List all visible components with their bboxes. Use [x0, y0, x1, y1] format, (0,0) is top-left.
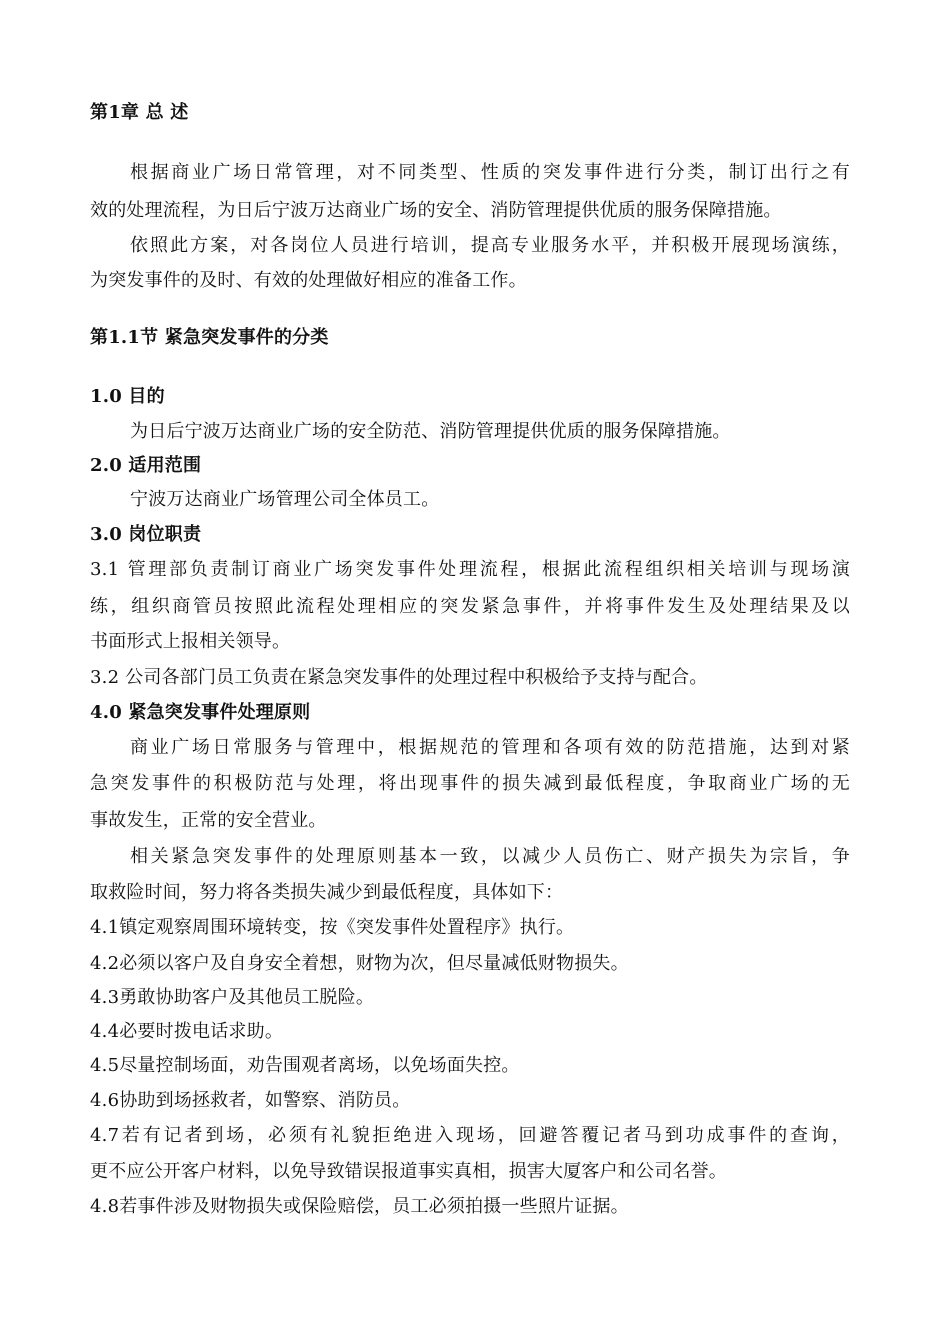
principles-paragraph-line: 事故发生，正常的安全营业。	[90, 810, 327, 831]
principle-item: 4.8若事件涉及财物损失或保险赔偿，员工必须拍摄一些照片证据。	[90, 1196, 629, 1217]
duties-item-line: 3.1 管理部负责制订商业广场突发事件处理流程，根据此流程组织相关培训与现场演	[90, 559, 850, 580]
purpose-heading: 1.0 目的	[90, 386, 165, 407]
principles-paragraph-line: 商业广场日常服务与管理中，根据规范的管理和各项有效的防范措施，达到对紧	[130, 737, 850, 758]
principles-paragraph-line: 相关紧急突发事件的处理原则基本一致，以减少人员伤亡、财产损失为宗旨，争	[130, 846, 850, 867]
chapter-paragraph-line: 依照此方案，对各岗位人员进行培训，提高专业服务水平，并积极开展现场演练，	[130, 235, 850, 256]
principle-item-line: 4.7若有记者到场，必须有礼貌拒绝进入现场，回避答覆记者马到功成事件的查询，	[90, 1125, 850, 1146]
principle-item: 4.6协助到场拯救者，如警察、消防员。	[90, 1090, 411, 1111]
duties-item-line: 书面形式上报相关领导。	[90, 631, 291, 652]
chapter-paragraph-line: 根据商业广场日常管理，对不同类型、性质的突发事件进行分类，制订出行之有	[130, 162, 850, 183]
principles-heading: 4.0 紧急突发事件处理原则	[90, 702, 311, 723]
principle-item: 4.4必要时拨电话求助。	[90, 1021, 284, 1042]
duties-item-line: 3.2 公司各部门员工负责在紧急突发事件的处理过程中积极给予支持与配合。	[90, 667, 708, 688]
purpose-text: 为日后宁波万达商业广场的安全防范、消防管理提供优质的服务保障措施。	[130, 421, 731, 442]
duties-item-line: 练，组织商管员按照此流程处理相应的突发紧急事件，并将事件发生及处理结果及以	[90, 596, 850, 617]
principle-item: 4.3勇敢协助客户及其他员工脱险。	[90, 987, 375, 1008]
principles-paragraph-line: 取救险时间，努力将各类损失减少到最低程度，具体如下：	[90, 882, 564, 903]
duties-heading: 3.0 岗位职责	[90, 524, 202, 545]
principle-item: 4.1镇定观察周围环境转变，按《突发事件处置程序》执行。	[90, 917, 575, 938]
scope-heading: 2.0 适用范围	[90, 455, 202, 476]
principle-item-line: 更不应公开客户材料，以免导致错误报道事实真相，损害大厦客户和公司名誉。	[90, 1161, 727, 1182]
principle-item: 4.2必须以客户及自身安全着想，财物为次，但尽量减低财物损失。	[90, 953, 629, 974]
principle-item: 4.5尽量控制场面，劝告围观者离场，以免场面失控。	[90, 1055, 520, 1076]
section-title: 第1.1节 紧急突发事件的分类	[90, 327, 329, 348]
chapter-title: 第1章 总 述	[90, 102, 189, 123]
chapter-paragraph-line: 为突发事件的及时、有效的处理做好相应的准备工作。	[90, 270, 527, 291]
principles-paragraph-line: 急突发事件的积极防范与处理，将出现事件的损失减到最低程度，争取商业广场的无	[90, 773, 850, 794]
scope-text: 宁波万达商业广场管理公司全体员工。	[130, 489, 440, 510]
chapter-paragraph-line: 效的处理流程，为日后宁波万达商业广场的安全、消防管理提供优质的服务保障措施。	[90, 200, 782, 221]
